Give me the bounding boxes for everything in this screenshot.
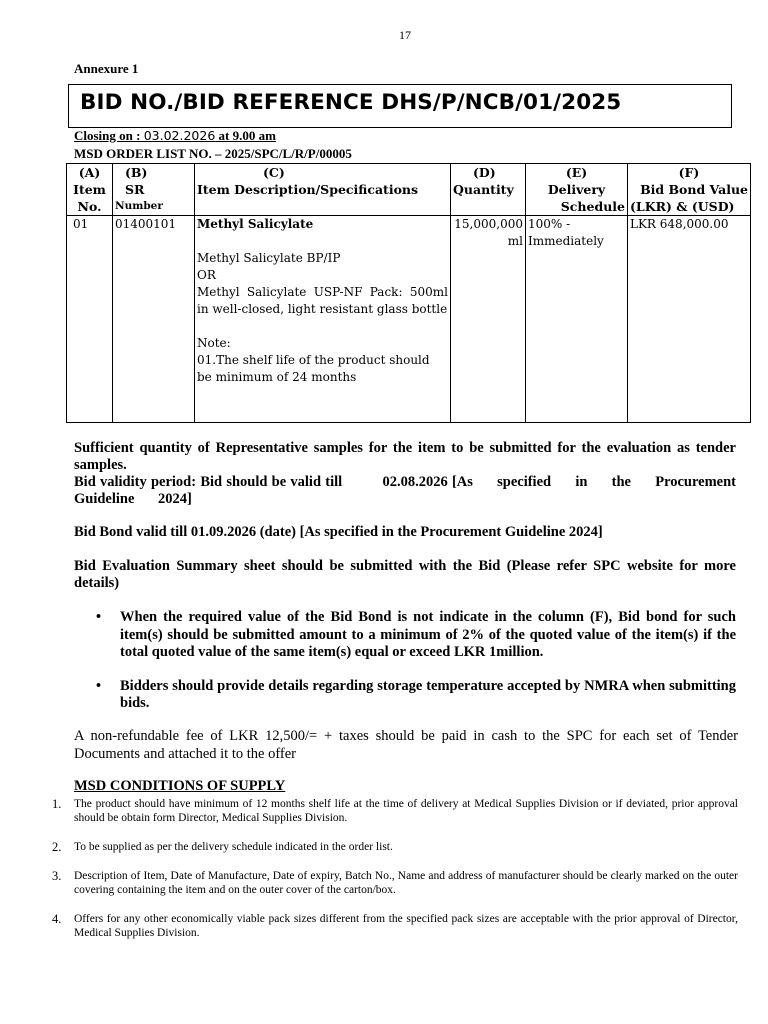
item-spec-2: Methyl Salicylate USP-NF Pack: 500ml in well-closed, light resistant glass bottle xyxy=(197,285,448,316)
delivery-percent: 100% - xyxy=(528,217,571,231)
header-delivery xyxy=(526,164,628,216)
order-table xyxy=(66,163,751,423)
header-label: Delivery xyxy=(547,182,606,197)
bid-reference-box xyxy=(68,84,732,128)
header-label: SR xyxy=(125,182,145,197)
condition-text: The product should have minimum of 12 months shelf life at the time of delivery at Medical Supplies Division or if deviated, prior approval should be obtain form Director, Medical Supplies Division. xyxy=(74,798,738,824)
header-description xyxy=(195,164,451,216)
header-label: Schedule xyxy=(560,199,625,214)
delivery-timing: Immediately xyxy=(528,234,604,248)
condition-text: Offers for any other economically viable pack sizes different from the specified pack sizes are acceptable with the prior approval of Director, Medical Supplies Division. xyxy=(74,913,738,939)
samples-text: Sufficient quantity of Representative samples for the item to be submitted for the evaluation as tender samples. xyxy=(74,440,736,473)
bid-validity xyxy=(74,474,736,508)
bullet-text: Bidders should provide details regarding storage temperature accepted by NMRA when submitting bids. xyxy=(120,677,736,711)
requirements-list xyxy=(74,609,736,713)
bullet-icon: • xyxy=(96,677,102,694)
evaluation-summary-text: Bid Evaluation Summary sheet should be submitted with the Bid (Please refer SPC website for more details) xyxy=(74,558,736,591)
header-label: Number xyxy=(115,200,163,212)
condition-number: 1. xyxy=(52,797,62,811)
bid-bond-validity: Bid Bond valid till 01.09.2026 (date) [As specified in the Procurement Guideline 2024] xyxy=(74,524,603,540)
header-code: (C) xyxy=(263,165,285,180)
quantity-value: 15,000,000 xyxy=(454,217,523,231)
header-code: (E) xyxy=(565,165,588,180)
header-quantity xyxy=(451,164,526,216)
header-sr-number xyxy=(113,164,195,216)
closing-date-value: 03.02.2026 xyxy=(143,128,216,143)
condition-number: 3. xyxy=(52,869,62,883)
bid-validity-suffix: [As specified in the Procurement Guideline 2024] xyxy=(74,474,737,507)
closing-label: Closing on : xyxy=(74,128,144,143)
list-item xyxy=(74,678,736,713)
conditions-list xyxy=(50,797,738,940)
condition-number: 2. xyxy=(52,840,62,854)
header-bid-bond xyxy=(628,164,751,216)
header-code: (B) xyxy=(125,165,148,180)
condition-item xyxy=(50,912,738,940)
condition-item xyxy=(50,840,738,854)
header-code: (D) xyxy=(473,165,496,180)
cell-delivery xyxy=(526,216,628,423)
bid-validity-label: Bid validity period: Bid should be valid till xyxy=(74,474,343,490)
condition-text: To be supplied as per the delivery schedule indicated in the order list. xyxy=(74,841,393,853)
bid-validity-date: 02.08.2026 xyxy=(382,474,448,490)
conditions-title: MSD CONDITIONS OF SUPPLY xyxy=(74,778,286,794)
item-note: 01.The shelf life of the product should be minimum of 24 months xyxy=(197,353,430,384)
bullet-text: When the required value of the Bid Bond is not indicate in the column (F), Bid bond for such item(s) should be submitted amount to a minimum of 2% of the quoted value of the item(s) if the total quoted value of the same item(s) equal or exceed LKR 1million. xyxy=(120,609,736,660)
order-list-number: MSD ORDER LIST NO. – 2025/SPC/L/R/P/00005 xyxy=(74,146,352,161)
cell-quantity xyxy=(451,216,526,423)
condition-item xyxy=(50,869,738,897)
list-item xyxy=(74,609,736,662)
header-label: (LKR) & (USD) xyxy=(630,199,735,214)
header-label: Quantity xyxy=(453,182,514,197)
cell-bid-bond: LKR 648,000.00 xyxy=(628,216,751,423)
header-item-no xyxy=(67,164,113,216)
header-label: Bid Bond Value xyxy=(640,182,748,197)
annexure-heading: Annexure 1 xyxy=(74,61,139,76)
fee-text: A non-refundable fee of LKR 12,500/= + taxes should be paid in cash to the SPC for each set of Tender Documents and attached it to the offer xyxy=(74,728,738,762)
item-spec-or: OR xyxy=(197,268,216,282)
bullet-icon: • xyxy=(96,609,102,625)
header-code: (F) xyxy=(678,165,700,180)
cell-description xyxy=(195,216,451,423)
page-number: 17 xyxy=(399,28,411,42)
bid-reference-title: BID NO./BID REFERENCE DHS/P/NCB/01/2025 xyxy=(80,90,622,115)
header-code: (A) xyxy=(78,165,101,180)
cell-sr-number: 01400101 xyxy=(113,216,195,423)
item-note-label: Note: xyxy=(197,336,231,350)
table-row xyxy=(67,216,751,423)
header-label: No. xyxy=(77,199,102,214)
condition-item xyxy=(50,797,738,825)
item-spec-1: Methyl Salicylate BP/IP xyxy=(197,251,341,265)
cell-item-no: 01 xyxy=(67,216,113,423)
header-label: Item Description/Specifications xyxy=(197,182,419,197)
condition-number: 4. xyxy=(52,912,62,926)
condition-text: Description of Item, Date of Manufacture, Date of expiry, Batch No., Name and address of manufacturer should be clearly marked on the outer covering containing the item and on the outer cover of the carton/box. xyxy=(74,870,738,896)
closing-time: at 9.00 am xyxy=(215,128,276,143)
item-title: Methyl Salicylate xyxy=(197,217,314,231)
closing-date xyxy=(74,128,276,144)
header-label: Item xyxy=(73,182,106,197)
table-header-row xyxy=(67,164,751,216)
quantity-unit: ml xyxy=(507,234,523,248)
